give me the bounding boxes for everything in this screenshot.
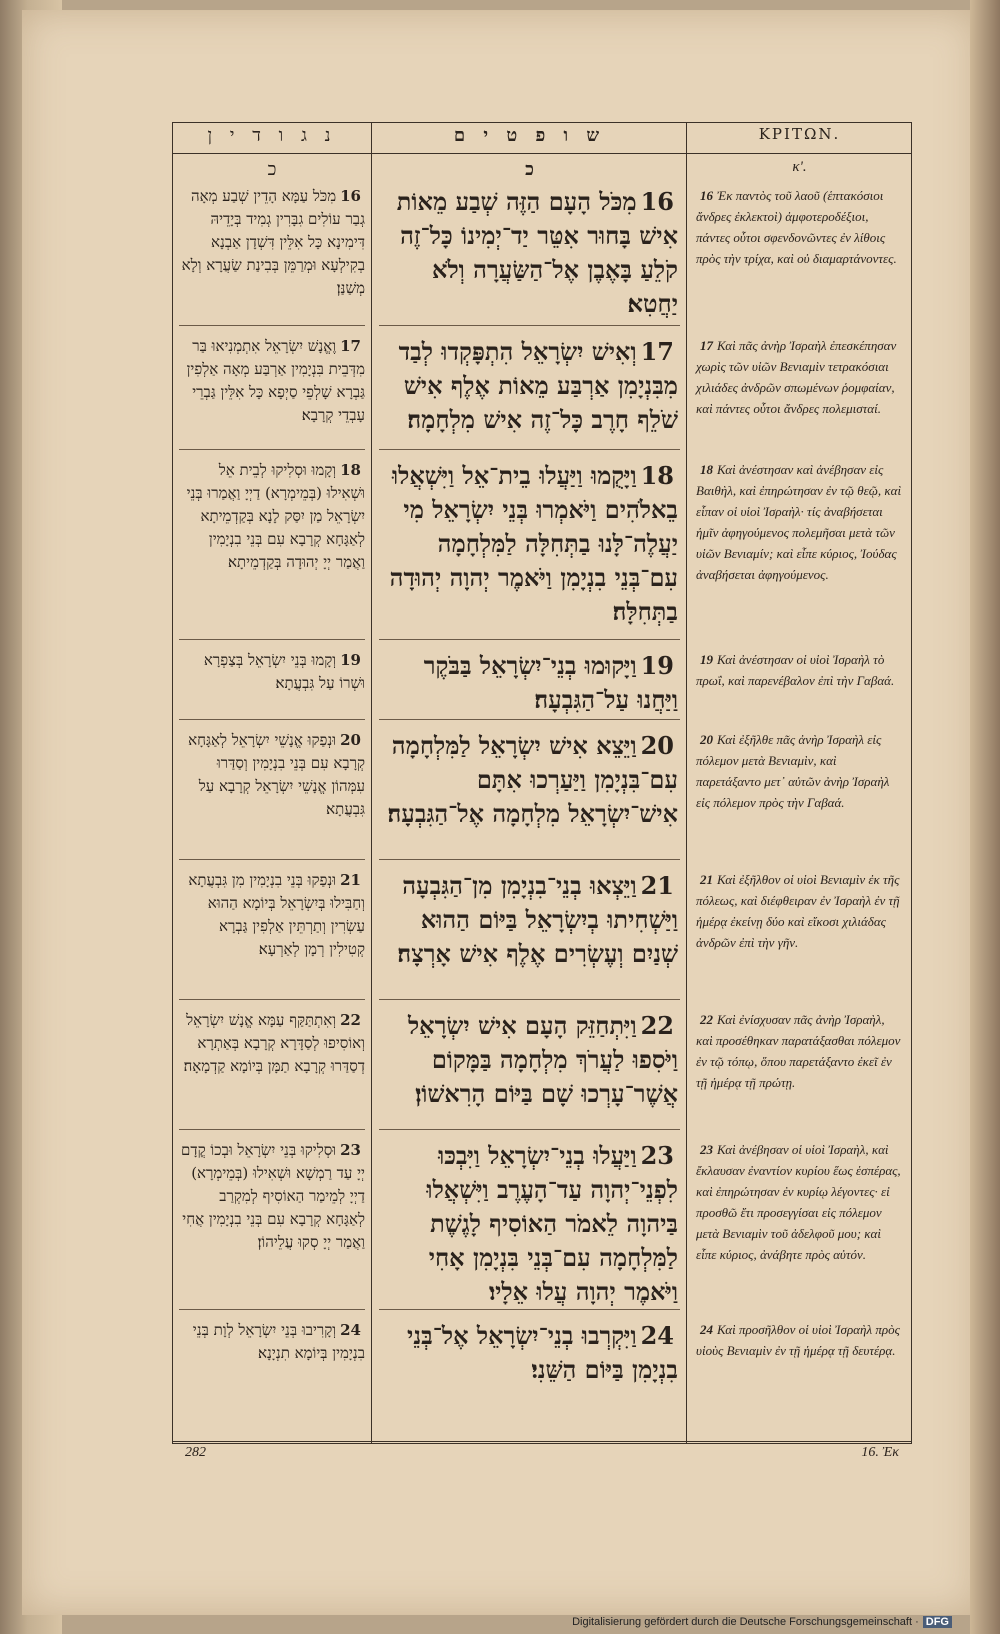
aramaic-verse-17 (173, 335, 371, 427)
verse-text: Καὶ προσῆλθον οἱ υἱοὶ Ἰσραὴλ πρὸς υἱοὺς Βενιαμὶν ἐν τῇ ἡμέρᾳ τῇ δευτέρᾳ. (696, 1322, 900, 1358)
verse-number: 19 (340, 651, 361, 669)
aramaic-verse-20 (173, 729, 371, 821)
verse-separator (379, 639, 680, 640)
chapter-letter-greek: κ'. (792, 159, 807, 175)
verse-text: וְקָרִיבוּ בְּנֵי יִשְׂרָאֵל לְוָת בְּנֵי בִנְיָמִין בְּיוֹמָא תִנְיָנָא׃ (192, 1321, 365, 1362)
digitization-credit (572, 1616, 952, 1628)
verse-text: Καὶ πᾶς ἀνὴρ Ἰσραὴλ ἐπεσκέπησαν χωρὶς τῶν υἱῶν Βενιαμὶν τετρακόσιαι χιλιάδες ἀνδρῶν σπωμένων ῥομφαίαν, καὶ πάντες οὗτοι ἄνδρες πολεμισταί. (696, 338, 897, 416)
verse-text: וַיָּקֻמוּ וַיַּעֲלוּ בֵית־אֵל וַיִּשְׁאֲלוּ בֵאלֹהִים וַיֹּאמְרוּ בְּנֵי יִשְׂרָאֵל מִי יַעֲלֶה־לָּנוּ בַתְּחִלָּה לַמִּלְחָמָה עִם־בְּנֵי בִנְיָמִן וַיֹּאמֶר יְהוָה יְהוּדָה בַתְּחִלָּה׃ (389, 461, 678, 626)
page-number: 282 (185, 1445, 206, 1460)
verse-number: 18 (700, 462, 713, 477)
hebrew-column (373, 159, 686, 1407)
hebrew-verse-19 (373, 649, 686, 717)
hebrew-verse-17 (373, 335, 686, 437)
verse-number: 23 (340, 1141, 361, 1159)
verse-text: וְקָמוּ וּסְלִיקוּ לְבֵית אֵל וּשְׁאִילוּ (בְּמֵימְרָא) דַיְיָ וַאֲמַרוּ בְּנֵי יִשְׂרָאֵל מַן יִסַּק לָנָא בְּקַדְמֵיתָא לְאַגָּחָא קְרָבָא עִם בְּנֵי בִנְיָמִין וַאֲמַר יְיָ יְהוּדָה בְּקַדְמֵיתָא׃ (186, 461, 365, 571)
column-divider-left (371, 123, 372, 1443)
verse-number: 22 (340, 1011, 361, 1029)
hebrew-verse-20 (373, 729, 686, 831)
verse-text: וְאִתְתַּקַּף עַמָּא אֱנָשׁ יִשְׂרָאֵל וְאוֹסִיפוּ לְסַדָּרָא קְרָבָא בְּאַתְרָא דְסַדַּרוּ קְרָבָא תַמָּן בְּיוֹמָא קַדְמָאָה׃ (183, 1011, 365, 1075)
aramaic-verse-18 (173, 459, 371, 574)
aramaic-column (173, 159, 371, 1407)
verse-separator (179, 449, 365, 450)
verse-text: מִכֹּל עַמָּא הָדֵין שְׁבַע מְאָה גְבַר עוֹלִים גִבָּרִין גְמִיד בְּיָדֵיהּ דִּימִינָא כָּל אִלֵּין דִּשְׁדָן אַבְנָא בְקִילְעָא וּמְרַמֵּן בְּבִינַת שַׂעֲרָא וְלָא מְשַׁנַּן׃ (181, 187, 365, 297)
verse-separator (179, 639, 365, 640)
verse-separator (179, 999, 365, 1000)
hebrew-verse-23 (373, 1139, 686, 1309)
verse-text: Καὶ ἀνέβησαν οἱ υἱοὶ Ἰσραὴλ, καὶ ἔκλαυσαν ἐναντίον κυρίου ἕως ἑσπέρας, καὶ ἐπηρώτησαν ἐν κυρίῳ λέγοντες· εἰ προσθῶ ἔτι προσεγγίσαι εἰς πόλεμον μετὰ Βενιαμὶν τοῦ ἀδελφοῦ μου; καὶ εἶπε κύριος, ἀνάβητε πρὸς αὐτόν. (696, 1142, 901, 1262)
greek-verse-24 (688, 1319, 911, 1361)
verse-separator (379, 859, 680, 860)
verse-text: וְקָמוּ בְּנֵי יִשְׂרָאֵל בְּצַפְרָא וּשְׁרוֹ עַל גִּבְעֲתָא׃ (203, 651, 365, 692)
greek-verse-23 (688, 1139, 911, 1265)
verse-separator (179, 1129, 365, 1130)
verse-number: 20 (640, 731, 674, 760)
verse-text: וּסְלִיקוּ בְּנֵי יִשְׂרָאֵל וּבְכוֹ קֳדָם יְיָ עַד רַמְשָׁא וּשְׁאִילוּ (בְּמֵימְרָא) דַיְיָ לְמֵימַר הַאוֹסִיף לְמִקְרַב לְאַגָּחָא קְרָבָא עִם בְּנֵי בִנְיָמִין אֲחִי וַאֲמַר יְיָ סְקוּ עֲלֵיהוֹן׃ (181, 1141, 365, 1251)
verse-number: 21 (340, 871, 361, 889)
verse-text: Καὶ ἀνέστησαν καὶ ἀνέβησαν εἰς Βαιθὴλ, καὶ ἐπηρώτησαν ἐν τῷ θεῷ, καὶ εἶπαν οἱ υἱοὶ Ἰσραὴλ· τίς ἀναβήσεται ἡμῖν ἀφηγούμενος πολεμῆσαι μετὰ τῶν υἱῶν Βενιαμίν; καὶ εἶπε κύριος, Ἰούδας ἀναβήσεται ἀφηγούμενος. (696, 462, 902, 582)
greek-verse-16 (688, 185, 911, 269)
aramaic-verse-22 (173, 1009, 371, 1078)
aramaic-verse-19 (173, 649, 371, 695)
hebrew-verse-21 (373, 869, 686, 971)
greek-verse-17 (688, 335, 911, 419)
verse-number: 24 (700, 1322, 713, 1337)
verse-separator (179, 325, 365, 326)
greek-verse-20 (688, 729, 911, 813)
verse-number: 17 (640, 337, 674, 366)
chapter-letter-aramaic: כ (267, 159, 277, 180)
verse-number: 18 (640, 461, 674, 490)
greek-column (688, 159, 911, 1407)
verse-number: 23 (640, 1141, 674, 1170)
verse-number: 22 (640, 1011, 674, 1040)
verse-number: 21 (640, 871, 674, 900)
aramaic-verse-21 (173, 869, 371, 961)
chapter-letter-hebrew: כ (525, 159, 534, 180)
verse-number: 21 (700, 872, 713, 887)
verse-number: 20 (340, 731, 361, 749)
verse-text: וֶאֱנָשׁ יִשְׂרָאֵל אִתְמְנִיאוּ בַּר מִדְּבֵית בִּנְיָמִין אַרְבַּע מְאָה אַלְפִין גַּבְרָא שָׁלְפֵי סַיְפָא כָּל אִלֵּין גַּבְרֵי עָבְדֵי קְרָבָא׃ (186, 337, 365, 424)
hebrew-verse-16 (373, 185, 686, 321)
digitization-text: Digitalisierung gefördert durch die Deutsche Forschungsgemeinschaft · (572, 1616, 919, 1628)
aramaic-verse-16 (173, 185, 371, 300)
verse-separator (379, 1129, 680, 1130)
verse-separator (379, 449, 680, 450)
verse-text: וַיִּקְרְבוּ בְנֵי־יִשְׂרָאֵל אֶל־בְּנֵי בִנְיָמִן בַּיּוֹם הַשֵּׁנִי׃ (407, 1321, 678, 1384)
greek-verse-22 (688, 1009, 911, 1093)
verse-number: 16 (340, 187, 361, 205)
verse-text: Ἐκ παντὸς τοῦ λαοῦ (ἑπτακόσιοι ἄνδρες ἐκλεκτοὶ) ἀμφοτεροδέξιοι, πάντες οὗτοι σφενδονῶντες ἐν λίθοις πρὸς τὴν τρίχα, καὶ οὐ διαμαρτάνοντες. (696, 188, 897, 266)
header-greek: ΚΡΙΤΩΝ. (758, 125, 841, 143)
verse-number: 20 (700, 732, 713, 747)
verse-number: 24 (640, 1321, 674, 1350)
catchword: 16. Ἐκ (861, 1445, 899, 1460)
verse-text: וַיֵּצְאוּ בְנֵי־בִנְיָמִן מִן־הַגִּבְעָה וַיַּשְׁחִיתוּ בְיִשְׂרָאֵל בַּיּוֹם הַהוּא שְׁנַיִם וְעֶשְׂרִים אֶלֶף אִישׁ אָרְצָה׃ (397, 871, 678, 968)
verse-number: 24 (340, 1321, 361, 1339)
greek-verse-18 (688, 459, 911, 585)
footer-rule (173, 1441, 911, 1442)
aramaic-verse-23 (173, 1139, 371, 1254)
text-frame (172, 122, 912, 1460)
column-divider-right (686, 123, 687, 1443)
verse-text: Καὶ ἐξῆλθον οἱ υἱοὶ Βενιαμὶν ἐκ τῆς πόλεως, καὶ διέφθειραν ἐν Ἰσραὴλ ἐν τῇ ἡμέρᾳ ἐκείνῃ δύο καὶ εἴκοσι χιλιάδας ἀνδρῶν ἐπὶ τὴν γῆν. (696, 872, 900, 950)
verse-number: 19 (640, 651, 674, 680)
verse-text: וַיָּקוּמוּ בְנֵי־יִשְׂרָאֵל בַּבֹּקֶר וַיַּחֲנוּ עַל־הַגִּבְעָה׃ (423, 651, 678, 714)
verse-number: 17 (340, 337, 361, 355)
greek-verse-19 (688, 649, 911, 691)
hebrew-verse-22 (373, 1009, 686, 1111)
header-aramaic: נ ג ו ד י ן (207, 125, 337, 146)
verse-text: וְאִישׁ יִשְׂרָאֵל הִתְפָּקְדוּ לְבַד מִבִּנְיָמִן אַרְבַּע מֵאוֹת אֶלֶף אִישׁ שֹׁלֵף חָרֶב כָּל־זֶה אִישׁ מִלְחָמָה׃ (398, 337, 678, 434)
verse-text: וּנְפַקוּ בְּנֵי בִנְיָמִין מִן גִּבְעֲתָא וְחַבִּילוּ בְּיִשְׂרָאֵל בְּיוֹמָא הַהוּא עַשְׂרִין וְתַרְתֵּין אַלְפִין גַּבְרָא קְטִילִין רְמָן לְאַרְעָא׃ (188, 871, 365, 958)
verse-text: וַיַּעֲלוּ בְנֵי־יִשְׂרָאֵל וַיִּבְכּוּ לִפְנֵי־יְהוָה עַד־הָעֶרֶב וַיִּשְׁאֲלוּ בַּיהוָה לֵאמֹר הַאוֹסִיף לָגֶשֶׁת לַמִּלְחָמָה עִם־בְּנֵי בִּנְיָמִן אָחִי וַיֹּאמֶר יְהוָה עֲלוּ אֵלָיו׃ (426, 1141, 678, 1306)
verse-separator (379, 1309, 680, 1310)
header-hebrew: ש ו פ ט י ם (453, 125, 606, 146)
verse-number: 23 (700, 1142, 713, 1157)
verse-separator (179, 1309, 365, 1310)
verse-text: מִכֹּל הָעָם הַזֶּה שְׁבַע מֵאוֹת אִישׁ בָּחוּר אִטֵּר יַד־יְמִינוֹ כָּל־זֶה קֹלֵעַ בָּאֶבֶן אֶל־הַשַּׂעֲרָה וְלֹא יַחֲטִא׃ (396, 187, 678, 318)
verse-number: 16 (700, 188, 713, 203)
greek-verse-21 (688, 869, 911, 953)
verse-separator (379, 999, 680, 1000)
verse-number: 17 (700, 338, 713, 353)
aramaic-verse-24 (173, 1319, 371, 1365)
verse-text: וַיִּתְחַזֵּק הָעָם אִישׁ יִשְׂרָאֵל וַיֹּסִפוּ לַעֲרֹךְ מִלְחָמָה בַּמָּקוֹם אֲשֶׁר־עָרְכוּ שָׁם בַּיּוֹם הָרִאשׁוֹן׃ (407, 1011, 678, 1108)
verse-number: 16 (640, 187, 674, 216)
hebrew-verse-24 (373, 1319, 686, 1387)
verse-number: 22 (700, 1012, 713, 1027)
verse-text: וַיֵּצֵא אִישׁ יִשְׂרָאֵל לַמִּלְחָמָה עִם־בִּנְיָמִן וַיַּעַרְכוּ אִתָּם אִישׁ־יִשְׂרָאֵל מִלְחָמָה אֶל־הַגִּבְעָה׃ (387, 731, 678, 828)
header-rule (173, 153, 911, 154)
verse-number: 18 (340, 461, 361, 479)
verse-separator (379, 325, 680, 326)
verse-text: Καὶ ἐνίσχυσαν πᾶς ἀνὴρ Ἰσραὴλ, καὶ προσέθηκαν παρατάξασθαι πόλεμον ἐν τῷ τόπῳ, ὅπου παρετάξαντο ἐκεῖ ἐν τῇ ἡμέρᾳ τῇ πρώτῃ. (696, 1012, 901, 1090)
hebrew-verse-18 (373, 459, 686, 629)
verse-text: וּנְפַקוּ אֱנָשֵׁי יִשְׂרָאֵל לְאַגָּחָא קְרָבָא עִם בְּנֵי בִנְיָמִין וְסַדַּרוּ עִמְּהוֹן אֱנָשֵׁי יִשְׂרָאֵל קְרָבָא עַל גִּבְעֲתָא׃ (188, 731, 365, 818)
verse-separator (179, 719, 365, 720)
verse-separator (379, 719, 680, 720)
dfg-logo: DFG (923, 1616, 952, 1628)
verse-text: Καὶ ἀνέστησαν οἱ υἱοὶ Ἰσραὴλ τὸ πρωΐ, καὶ παρενέβαλον ἐπὶ τὴν Γαβαά. (696, 652, 895, 688)
verse-text: Καὶ ἐξῆλθε πᾶς ἀνὴρ Ἰσραὴλ εἰς πόλεμον μετὰ Βενιαμὶν, καὶ παρετάξαντο μετ᾽ αὐτῶν ἀνὴρ Ἰσραὴλ εἰς πόλεμον πρὸς τὴν Γαβαά. (696, 732, 890, 810)
page-edge (970, 0, 1000, 1634)
verse-number: 19 (700, 652, 713, 667)
verse-separator (179, 859, 365, 860)
